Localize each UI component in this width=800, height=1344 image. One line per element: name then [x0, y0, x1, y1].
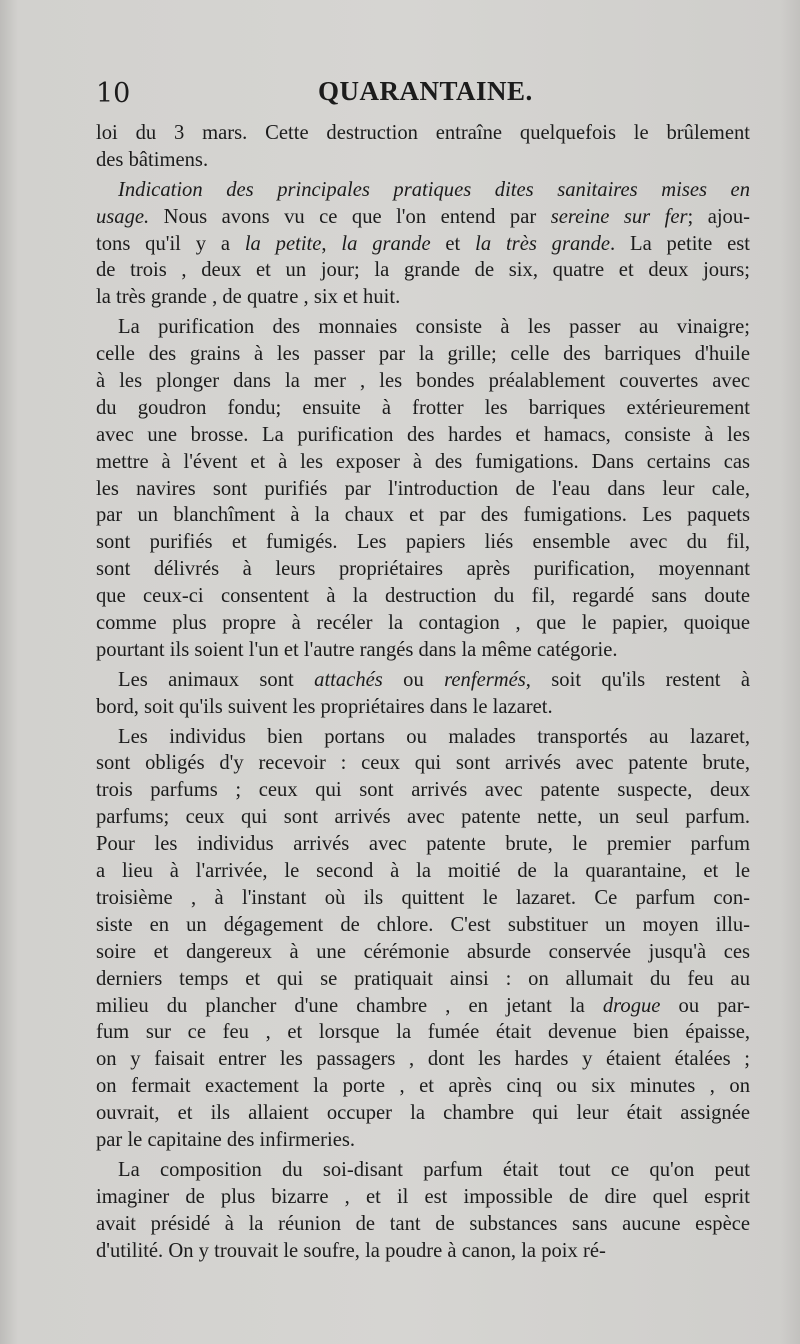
text-line: les navires sont purifiés par l'introduction de l'eau dans leur cale,	[96, 477, 750, 500]
running-head: QUARANTAINE.	[318, 76, 533, 106]
italic-text: la grande	[341, 232, 431, 255]
text-line: soire et dangereux à une cérémonie absurde conservée jusqu'à ces	[96, 940, 750, 963]
italic-text: attachés	[314, 668, 383, 691]
text-line: sont délivrés à leurs propriétaires après purification, moyennant	[96, 558, 750, 581]
text-line: de trois , deux et un jour; la grande de six, quatre et deux jours;	[96, 259, 750, 282]
text-line	[96, 667, 750, 694]
paragraph	[96, 724, 750, 1154]
text-line: Les individus bien portans ou malades transportés au lazaret,	[118, 725, 750, 748]
paragraph	[96, 120, 750, 174]
text-line: pourtant ils soient l'un et l'autre rangés dans la même catégorie.	[96, 638, 618, 661]
text-segment: tons qu'il y a	[96, 232, 245, 255]
italic-text: la très grande	[475, 232, 611, 255]
text-line: parfums; ceux qui sont arrivés avec patente nette, un seul parfum.	[96, 806, 750, 829]
italic-text: Indication des principales pratiques dites sanitaires mises en	[118, 178, 750, 201]
text-segment: et	[430, 232, 476, 255]
text-line: sont purifiés et fumigés. Les papiers liés ensemble avec du fil,	[96, 531, 750, 554]
text-segment: ,	[321, 232, 342, 255]
text-line: siste en un dégagement de chlore. C'est substituer un moyen illu-	[96, 913, 750, 936]
text-line: à les plonger dans la mer , les bondes préalablement couvertes avec	[96, 370, 750, 393]
text-line: avec une brosse. La purification des hardes et hamacs, consiste à les	[96, 423, 750, 446]
text-line: a lieu à l'arrivée, le second à la moitié de la quarantaine, et le	[96, 860, 750, 883]
text-segment: , soit qu'ils restent à	[525, 668, 751, 691]
text-line	[96, 993, 750, 1020]
page-number: 10	[96, 78, 131, 109]
text-line: loi du 3 mars. Cette destruction entraîne quelquefois le brûlement	[96, 122, 750, 144]
text-line: trois parfums ; ceux qui sont arrivés avec patente suspecte, deux	[96, 779, 750, 802]
paragraph	[96, 667, 750, 721]
body-text	[96, 120, 750, 1264]
text-line: des bâtimens.	[96, 148, 209, 171]
text-line: La composition du soi-disant parfum était tout ce qu'on peut	[118, 1158, 750, 1181]
text-line: fum sur ce feu , et lorsque la fumée était devenue bien épaisse,	[96, 1021, 750, 1044]
text-line: par un blanchîment à la chaux et par des fumigations. Les paquets	[96, 504, 750, 527]
text-line: que ceux-ci consentent à la destruction du fil, regardé sans doute	[96, 585, 750, 608]
text-line: du goudron fondu; ensuite à frotter les barriques extérieurement	[96, 396, 750, 419]
text-line: comme plus propre à recéler la contagion , que le papier, quoique	[96, 612, 750, 635]
text-line	[96, 177, 750, 204]
paragraph	[96, 314, 750, 664]
text-line	[96, 231, 750, 258]
paragraph	[96, 177, 750, 311]
text-segment: Les animaux sont	[118, 668, 315, 691]
text-segment: ; ajou-	[687, 205, 751, 228]
text-line: on y faisait entrer les passagers , dont les hardes y étaient étalées ;	[96, 1048, 750, 1071]
text-segment: ou par-	[660, 994, 750, 1017]
text-line: avait présidé à la réunion de tant de substances sans aucune espèce	[96, 1212, 750, 1235]
text-line: troisième , à l'instant où ils quittent le lazaret. Ce parfum con-	[96, 886, 750, 909]
italic-text: usage.	[96, 205, 150, 228]
text-line: la très grande , de quatre , six et huit.	[96, 286, 401, 309]
page-header	[0, 72, 800, 112]
text-line: d'utilité. On y trouvait le soufre, la poudre à canon, la poix ré-	[96, 1239, 606, 1262]
text-line: La purification des monnaies consiste à les passer au vinaigre;	[118, 316, 750, 339]
text-line	[96, 204, 750, 231]
text-line: ouvrait, et ils allaient occuper la chambre qui leur était assignée	[96, 1102, 750, 1125]
text-line: on fermait exactement la porte , et après cinq ou six minutes , on	[96, 1075, 750, 1098]
text-line: par le capitaine des infirmeries.	[96, 1128, 356, 1151]
text-line: celle des grains à les passer par la grille; celle des barriques d'huile	[96, 343, 750, 366]
italic-text: renfermés	[444, 668, 526, 691]
text-segment: Nous avons vu ce que l'on entend par	[149, 205, 551, 228]
text-line: mettre à l'évent et à les exposer à des fumigations. Dans certains cas	[96, 450, 750, 473]
text-segment: ou	[382, 668, 445, 691]
italic-text: la petite	[244, 232, 322, 255]
italic-text: sereine sur fer	[550, 205, 688, 228]
text-line: bord, soit qu'ils suivent les propriétaires dans le lazaret.	[96, 695, 553, 718]
text-line: derniers temps et qui se pratiquait ainsi : on allumait du feu au	[96, 967, 750, 990]
text-line: sont obligés d'y recevoir : ceux qui sont arrivés avec patente brute,	[96, 752, 750, 775]
text-line: imaginer de plus bizarre , et il est impossible de dire quel esprit	[96, 1185, 750, 1208]
paragraph	[96, 1157, 750, 1265]
text-segment: milieu du plancher d'une chambre , en jetant la	[96, 994, 603, 1017]
text-line: Pour les individus arrivés avec patente brute, le premier parfum	[96, 833, 750, 856]
italic-text: drogue	[602, 994, 661, 1017]
text-segment: . La petite est	[610, 232, 750, 255]
